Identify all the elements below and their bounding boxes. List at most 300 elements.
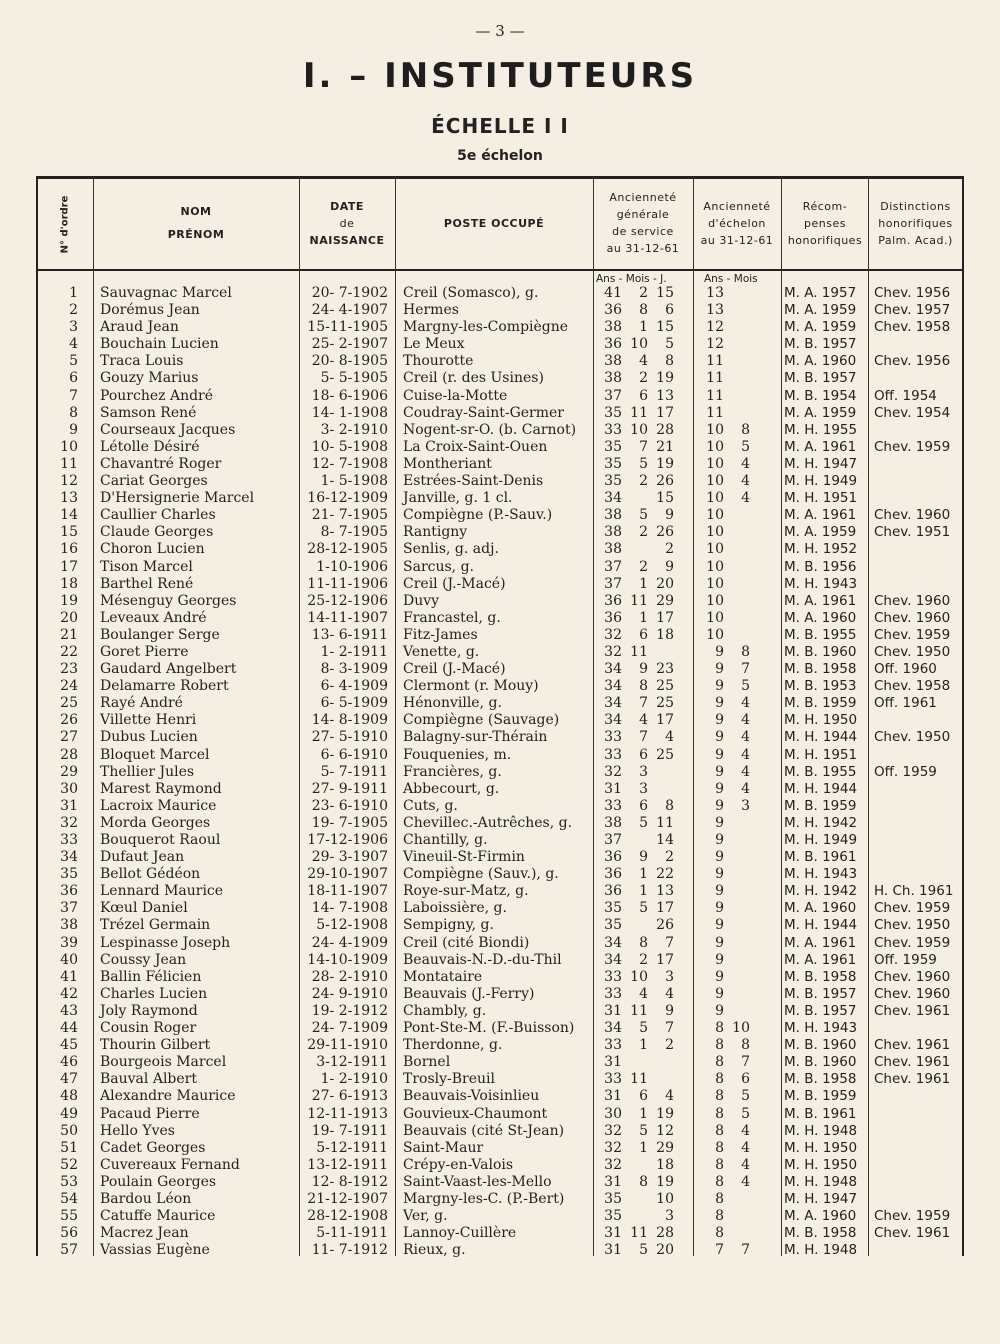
award-cell: M. A. 1960 — [784, 609, 857, 626]
order-number-cell: 50 — [60, 1122, 78, 1139]
step-years-cell: 9 — [715, 883, 724, 900]
step-years-cell: 9 — [715, 917, 724, 934]
distinction-cell: Chev. 1961 — [874, 1037, 951, 1054]
birth-date-cell: 1- 5-1908 — [320, 473, 388, 490]
seniority-months-cell: 11 — [630, 592, 648, 609]
seniority-years-cell: 33 — [604, 985, 622, 1002]
step-years-cell: 9 — [715, 968, 724, 985]
step-years-cell: 10 — [706, 626, 724, 643]
post-cell: Rantigny — [403, 524, 468, 541]
post-cell: Saint-Vaast-les-Mello — [403, 1173, 552, 1190]
distinction-cell: Chev. 1960 — [874, 507, 951, 524]
step-years-cell: 10 — [706, 507, 724, 524]
award-cell: M. B. 1957 — [784, 336, 857, 353]
seniority-days-cell: 19 — [656, 1105, 674, 1122]
award-cell: M. A. 1959 — [784, 524, 857, 541]
seniority-days-cell: 19 — [656, 370, 674, 387]
table-row — [0, 917, 1000, 934]
step-years-cell: 8 — [715, 1037, 724, 1054]
birth-date-cell: 27- 9-1911 — [311, 780, 388, 797]
order-number-cell: 30 — [60, 780, 78, 797]
table-row — [0, 1191, 1000, 1208]
seniority-days-cell: 28 — [656, 421, 674, 438]
seniority-months-cell: 11 — [630, 1225, 648, 1242]
name-cell: Lacroix Maurice — [100, 797, 217, 814]
birth-date-cell: 12- 8-1912 — [311, 1173, 388, 1190]
name-cell: Joly Raymond — [100, 1002, 198, 1019]
seniority-years-cell: 38 — [604, 541, 622, 558]
header-poste: POSTE OCCUPÉ — [443, 216, 545, 230]
order-number-cell: 26 — [60, 712, 78, 729]
step-years-cell: 10 — [706, 438, 724, 455]
distinction-cell: Chev. 1959 — [874, 626, 951, 643]
order-number-cell: 45 — [60, 1037, 78, 1054]
step-months-cell: 5 — [741, 678, 750, 695]
post-cell: Beauvais (J.-Ferry) — [403, 985, 535, 1002]
seniority-days-cell: 11 — [656, 814, 674, 831]
order-number-cell: 42 — [60, 985, 78, 1002]
name-cell: Dubus Lucien — [100, 729, 198, 746]
distinction-cell: Chev. 1956 — [874, 285, 951, 301]
award-cell: M. H. 1955 — [784, 421, 858, 438]
post-cell: Coudray-Saint-Germer — [403, 404, 564, 421]
seniority-years-cell: 35 — [604, 917, 622, 934]
seniority-days-cell: 17 — [656, 900, 674, 917]
award-cell: M. H. 1949 — [784, 473, 858, 490]
distinction-cell: Chev. 1960 — [874, 968, 951, 985]
post-cell: Margny-les-C. (P.-Bert) — [403, 1190, 565, 1207]
order-number-cell: 20 — [60, 609, 78, 626]
seniority-years-cell: 37 — [604, 832, 622, 848]
post-cell: Beauvais-Voisinlieu — [403, 1088, 540, 1105]
birth-date-cell: 20- 8-1905 — [311, 353, 388, 370]
seniority-years-cell: 35 — [604, 900, 622, 917]
seniority-days-cell: 8 — [665, 353, 674, 370]
award-cell: M. H. 1944 — [784, 780, 858, 797]
post-cell: Trosly-Breuil — [403, 1071, 495, 1088]
order-number-cell: 2 — [69, 302, 78, 319]
seniority-years-cell: 34 — [604, 951, 622, 968]
post-cell: Creil (r. des Usines) — [403, 370, 544, 387]
award-cell: M. A. 1961 — [784, 592, 857, 609]
birth-date-cell: 28- 2-1910 — [311, 968, 388, 985]
table-row — [0, 1242, 1000, 1259]
birth-date-cell: 12- 7-1908 — [311, 455, 388, 472]
seniority-years-cell: 33 — [604, 729, 622, 746]
seniority-days-cell: 3 — [665, 1208, 674, 1225]
name-cell: Poulain Georges — [100, 1173, 217, 1190]
post-cell: Montataire — [403, 968, 483, 985]
birth-date-cell: 13- 6-1911 — [311, 626, 388, 643]
name-cell: Bouchain Lucien — [100, 336, 219, 353]
birth-date-cell: 11- 7-1912 — [311, 1242, 388, 1259]
order-number-cell: 21 — [60, 626, 78, 643]
post-cell: Bornel — [403, 1054, 451, 1071]
table-row — [0, 285, 1000, 302]
step-months-cell: 3 — [741, 797, 750, 814]
seniority-days-cell: 26 — [656, 524, 674, 541]
birth-date-cell: 1- 2-1910 — [320, 1071, 388, 1088]
order-number-cell: 36 — [60, 883, 78, 900]
seniority-months-cell: 9 — [639, 849, 648, 866]
table-row — [0, 370, 1000, 387]
name-cell: Lennard Maurice — [100, 883, 224, 900]
post-cell: Duvy — [403, 592, 440, 609]
seniority-months-cell: 2 — [639, 524, 648, 541]
step-years-cell: 10 — [706, 609, 724, 626]
name-cell: Delamarre Robert — [100, 678, 229, 695]
seniority-years-cell: 35 — [604, 438, 622, 455]
birth-date-cell: 6- 5-1909 — [320, 695, 388, 712]
step-years-cell: 10 — [706, 473, 724, 490]
distinction-cell: Chev. 1961 — [874, 1225, 951, 1242]
header-ordre: N° d'ordre — [59, 195, 71, 253]
order-number-cell: 41 — [60, 968, 78, 985]
seniority-years-cell: 31 — [604, 780, 622, 797]
name-cell: Traca Louis — [100, 353, 184, 370]
seniority-years-cell: 34 — [604, 490, 622, 507]
name-cell: Dorémus Jean — [100, 302, 200, 319]
seniority-months-cell: 2 — [639, 285, 648, 301]
step-years-cell: 9 — [715, 797, 724, 814]
table-row — [0, 644, 1000, 661]
post-cell: Beauvais-N.-D.-du-Thil — [403, 951, 562, 968]
seniority-days-cell: 4 — [665, 729, 674, 746]
name-cell: Samson René — [100, 404, 197, 421]
post-cell: Roye-sur-Matz, g. — [403, 883, 529, 900]
seniority-days-cell: 8 — [665, 797, 674, 814]
seniority-years-cell: 35 — [604, 404, 622, 421]
award-cell: M. H. 1951 — [784, 490, 858, 507]
table-row — [0, 712, 1000, 729]
birth-date-cell: 3-12-1911 — [316, 1054, 388, 1071]
step-months-cell: 5 — [741, 438, 750, 455]
seniority-years-cell: 36 — [604, 302, 622, 319]
name-cell: Gouzy Marius — [100, 370, 199, 387]
units-echelon: Ans - Mois — [704, 273, 758, 285]
header-nom-prenom: NOM PRÉNOM — [167, 205, 225, 241]
table-row — [0, 1174, 1000, 1191]
step-years-cell: 9 — [715, 678, 724, 695]
distinction-cell: Chev. 1958 — [874, 319, 951, 336]
table-row — [0, 541, 1000, 558]
step-years-cell: 8 — [715, 1190, 724, 1207]
step-years-cell: 10 — [706, 421, 724, 438]
seniority-years-cell: 31 — [604, 1225, 622, 1242]
distinction-cell: Chev. 1956 — [874, 353, 951, 370]
order-number-cell: 49 — [60, 1105, 78, 1122]
order-number-cell: 31 — [60, 797, 78, 814]
name-cell: Dufaut Jean — [100, 849, 185, 866]
post-cell: Francastel, g. — [403, 609, 501, 626]
post-cell: La Croix-Saint-Ouen — [403, 438, 548, 455]
birth-date-cell: 1-10-1906 — [316, 558, 388, 575]
post-cell: Clermont (r. Mouy) — [403, 678, 539, 695]
table-row — [0, 1106, 1000, 1123]
table-row — [0, 1208, 1000, 1225]
birth-date-cell: 14- 1-1908 — [311, 404, 388, 421]
order-number-cell: 12 — [60, 473, 78, 490]
seniority-years-cell: 32 — [604, 1139, 622, 1156]
award-cell: M. B. 1955 — [784, 763, 857, 780]
seniority-years-cell: 32 — [604, 1156, 622, 1173]
distinction-cell: Chev. 1960 — [874, 609, 951, 626]
order-number-cell: 34 — [60, 849, 78, 866]
post-cell: Janville, g. 1 cl. — [403, 490, 513, 507]
step-months-cell: 4 — [741, 729, 750, 746]
order-number-cell: 27 — [60, 729, 78, 746]
seniority-years-cell: 31 — [604, 1088, 622, 1105]
order-number-cell: 54 — [60, 1190, 78, 1207]
seniority-years-cell: 33 — [604, 797, 622, 814]
distinction-cell: Chev. 1961 — [874, 1054, 951, 1071]
name-cell: Cariat Georges — [100, 473, 208, 490]
order-number-cell: 10 — [60, 438, 78, 455]
post-cell: Saint-Maur — [403, 1139, 484, 1156]
step-years-cell: 11 — [706, 404, 724, 421]
order-number-cell: 39 — [60, 934, 78, 951]
table-row — [0, 627, 1000, 644]
step-months-cell: 4 — [741, 455, 750, 472]
post-cell: Compiègne (Sauv.), g. — [403, 866, 559, 883]
post-cell: Le Meux — [403, 336, 465, 353]
award-cell: M. B. 1958 — [784, 968, 857, 985]
birth-date-cell: 11-11-1906 — [307, 575, 388, 592]
award-cell: M. H. 1944 — [784, 729, 858, 746]
distinction-cell: Chev. 1960 — [874, 592, 951, 609]
seniority-years-cell: 36 — [604, 849, 622, 866]
seniority-years-cell: 38 — [604, 507, 622, 524]
seniority-years-cell: 30 — [604, 1105, 622, 1122]
step-years-cell: 9 — [715, 695, 724, 712]
post-cell: Creil (Somasco), g. — [403, 285, 539, 301]
seniority-years-cell: 34 — [604, 678, 622, 695]
order-number-cell: 35 — [60, 866, 78, 883]
post-cell: Cuise-la-Motte — [403, 387, 508, 404]
table-row — [0, 422, 1000, 439]
name-cell: Gaudard Angelbert — [100, 661, 237, 678]
step-years-cell: 10 — [706, 592, 724, 609]
award-cell: M. A. 1961 — [784, 438, 857, 455]
birth-date-cell: 14-10-1909 — [307, 951, 388, 968]
seniority-years-cell: 32 — [604, 1122, 622, 1139]
step-years-cell: 9 — [715, 763, 724, 780]
table-row — [0, 1157, 1000, 1174]
step-months-cell: 6 — [741, 1071, 750, 1088]
name-cell: Trézel Germain — [100, 917, 211, 934]
order-number-cell: 4 — [69, 336, 78, 353]
post-cell: Hénonville, g. — [403, 695, 502, 712]
order-number-cell: 51 — [60, 1139, 78, 1156]
seniority-months-cell: 6 — [639, 1088, 648, 1105]
seniority-days-cell: 7 — [665, 1020, 674, 1037]
step-years-cell: 8 — [715, 1225, 724, 1242]
seniority-days-cell: 29 — [656, 592, 674, 609]
name-cell: Courseaux Jacques — [100, 421, 236, 438]
seniority-years-cell: 35 — [604, 455, 622, 472]
step-years-cell: 8 — [715, 1173, 724, 1190]
post-cell: Balagny-sur-Thérain — [403, 729, 548, 746]
award-cell: M. B. 1961 — [784, 849, 857, 866]
table-row — [0, 1071, 1000, 1088]
seniority-months-cell: 1 — [639, 883, 648, 900]
units-generale: Ans - Mois - J. — [596, 273, 667, 285]
seniority-days-cell: 15 — [656, 319, 674, 336]
step-years-cell: 11 — [706, 353, 724, 370]
seniority-years-cell: 35 — [604, 1190, 622, 1207]
distinction-cell: Chev. 1961 — [874, 1071, 951, 1088]
award-cell: M. B. 1954 — [784, 387, 857, 404]
step-years-cell: 8 — [715, 1139, 724, 1156]
birth-date-cell: 28-12-1905 — [307, 541, 388, 558]
birth-date-cell: 19- 7-1911 — [311, 1122, 388, 1139]
seniority-days-cell: 23 — [656, 661, 674, 678]
order-number-cell: 11 — [60, 455, 78, 472]
table-row — [0, 798, 1000, 815]
table-row — [0, 729, 1000, 746]
award-cell: M. H. 1949 — [784, 832, 858, 848]
seniority-months-cell: 8 — [639, 678, 648, 695]
name-cell: Choron Lucien — [100, 541, 205, 558]
table-row — [0, 1225, 1000, 1242]
seniority-years-cell: 34 — [604, 1020, 622, 1037]
order-number-cell: 53 — [60, 1173, 78, 1190]
birth-date-cell: 13-12-1911 — [307, 1156, 388, 1173]
seniority-days-cell: 25 — [656, 746, 674, 763]
seniority-days-cell: 18 — [656, 1156, 674, 1173]
seniority-years-cell: 33 — [604, 968, 622, 985]
seniority-days-cell: 3 — [665, 968, 674, 985]
seniority-years-cell: 41 — [604, 285, 622, 301]
order-number-cell: 55 — [60, 1208, 78, 1225]
seniority-years-cell: 33 — [604, 1071, 622, 1088]
seniority-years-cell: 34 — [604, 934, 622, 951]
birth-date-cell: 29-10-1907 — [307, 866, 388, 883]
birth-date-cell: 21- 7-1905 — [311, 507, 388, 524]
birth-date-cell: 25- 2-1907 — [311, 336, 388, 353]
step-years-cell: 10 — [706, 490, 724, 507]
order-number-cell: 3 — [69, 319, 78, 336]
step-years-cell: 10 — [706, 558, 724, 575]
seniority-years-cell: 33 — [604, 746, 622, 763]
seniority-years-cell: 36 — [604, 592, 622, 609]
step-years-cell: 12 — [706, 336, 724, 353]
post-cell: Margny-les-Compiègne — [403, 319, 569, 336]
post-cell: Abbecourt, g. — [403, 780, 500, 797]
award-cell: M. H. 1942 — [784, 814, 858, 831]
seniority-years-cell: 35 — [604, 1208, 622, 1225]
seniority-years-cell: 31 — [604, 1054, 622, 1071]
table-row — [0, 781, 1000, 798]
step-years-cell: 9 — [715, 712, 724, 729]
seniority-months-cell: 1 — [639, 319, 648, 336]
seniority-years-cell: 37 — [604, 575, 622, 592]
name-cell: Thourin Gilbert — [100, 1037, 211, 1054]
distinction-cell: Chev. 1959 — [874, 934, 951, 951]
birth-date-cell: 14-11-1907 — [307, 609, 388, 626]
order-number-cell: 14 — [60, 507, 78, 524]
order-number-cell: 38 — [60, 917, 78, 934]
seniority-months-cell: 5 — [639, 507, 648, 524]
seniority-months-cell: 4 — [639, 712, 648, 729]
order-number-cell: 13 — [60, 490, 78, 507]
step-months-cell: 4 — [741, 746, 750, 763]
step-years-cell: 9 — [715, 951, 724, 968]
post-cell: Chevillec.-Autrêches, g. — [403, 814, 573, 831]
table-row — [0, 952, 1000, 969]
seniority-days-cell: 2 — [665, 541, 674, 558]
name-cell: Létolle Désiré — [100, 438, 200, 455]
step-months-cell: 10 — [732, 1020, 750, 1037]
birth-date-cell: 24- 4-1907 — [311, 302, 388, 319]
award-cell: M. B. 1959 — [784, 797, 857, 814]
seniority-days-cell: 17 — [656, 404, 674, 421]
step-months-cell: 4 — [741, 1173, 750, 1190]
post-cell: Chantilly, g. — [403, 832, 488, 848]
seniority-months-cell: 11 — [630, 1002, 648, 1019]
seniority-years-cell: 35 — [604, 473, 622, 490]
distinction-cell: Chev. 1961 — [874, 1002, 951, 1019]
echelon-label: 5e échelon — [457, 148, 543, 164]
step-months-cell: 7 — [741, 661, 750, 678]
birth-date-cell: 18-11-1907 — [307, 883, 388, 900]
birth-date-cell: 8- 3-1909 — [320, 661, 388, 678]
award-cell: M. B. 1958 — [784, 661, 857, 678]
distinction-cell: Chev. 1957 — [874, 302, 951, 319]
name-cell: Boulanger Serge — [100, 626, 220, 643]
award-cell: M. A. 1961 — [784, 951, 857, 968]
table-row — [0, 593, 1000, 610]
post-cell: Creil (cité Biondi) — [403, 934, 530, 951]
seniority-years-cell: 33 — [604, 1037, 622, 1054]
seniority-years-cell: 36 — [604, 883, 622, 900]
seniority-months-cell: 1 — [639, 1105, 648, 1122]
birth-date-cell: 3- 2-1910 — [320, 421, 388, 438]
post-cell: Estrées-Saint-Denis — [403, 473, 544, 490]
table-row — [0, 559, 1000, 576]
name-cell: Vassias Eugène — [100, 1242, 210, 1259]
order-number-cell: 17 — [60, 558, 78, 575]
seniority-days-cell: 25 — [656, 678, 674, 695]
post-cell: Creil (J.-Macé) — [403, 575, 506, 592]
order-number-cell: 22 — [60, 643, 78, 660]
award-cell: M. B. 1960 — [784, 1054, 857, 1071]
name-cell: Thellier Jules — [100, 763, 195, 780]
table-row — [0, 1140, 1000, 1157]
seniority-days-cell: 14 — [656, 832, 674, 848]
order-number-cell: 43 — [60, 1002, 78, 1019]
seniority-months-cell: 9 — [639, 661, 648, 678]
order-number-cell: 16 — [60, 541, 78, 558]
seniority-months-cell: 6 — [639, 746, 648, 763]
seniority-days-cell: 25 — [656, 695, 674, 712]
table-row — [0, 815, 1000, 832]
seniority-days-cell: 26 — [656, 473, 674, 490]
table-row — [0, 695, 1000, 712]
step-years-cell: 9 — [715, 729, 724, 746]
order-number-cell: 29 — [60, 763, 78, 780]
order-number-cell: 56 — [60, 1225, 78, 1242]
order-number-cell: 32 — [60, 814, 78, 831]
order-number-cell: 7 — [69, 387, 78, 404]
table-row — [0, 405, 1000, 422]
award-cell: M. B. 1956 — [784, 558, 857, 575]
step-years-cell: 11 — [706, 370, 724, 387]
seniority-days-cell: 15 — [656, 490, 674, 507]
name-cell: Sauvagnac Marcel — [100, 285, 232, 301]
seniority-years-cell: 32 — [604, 643, 622, 660]
name-cell: Bardou Léon — [100, 1190, 192, 1207]
